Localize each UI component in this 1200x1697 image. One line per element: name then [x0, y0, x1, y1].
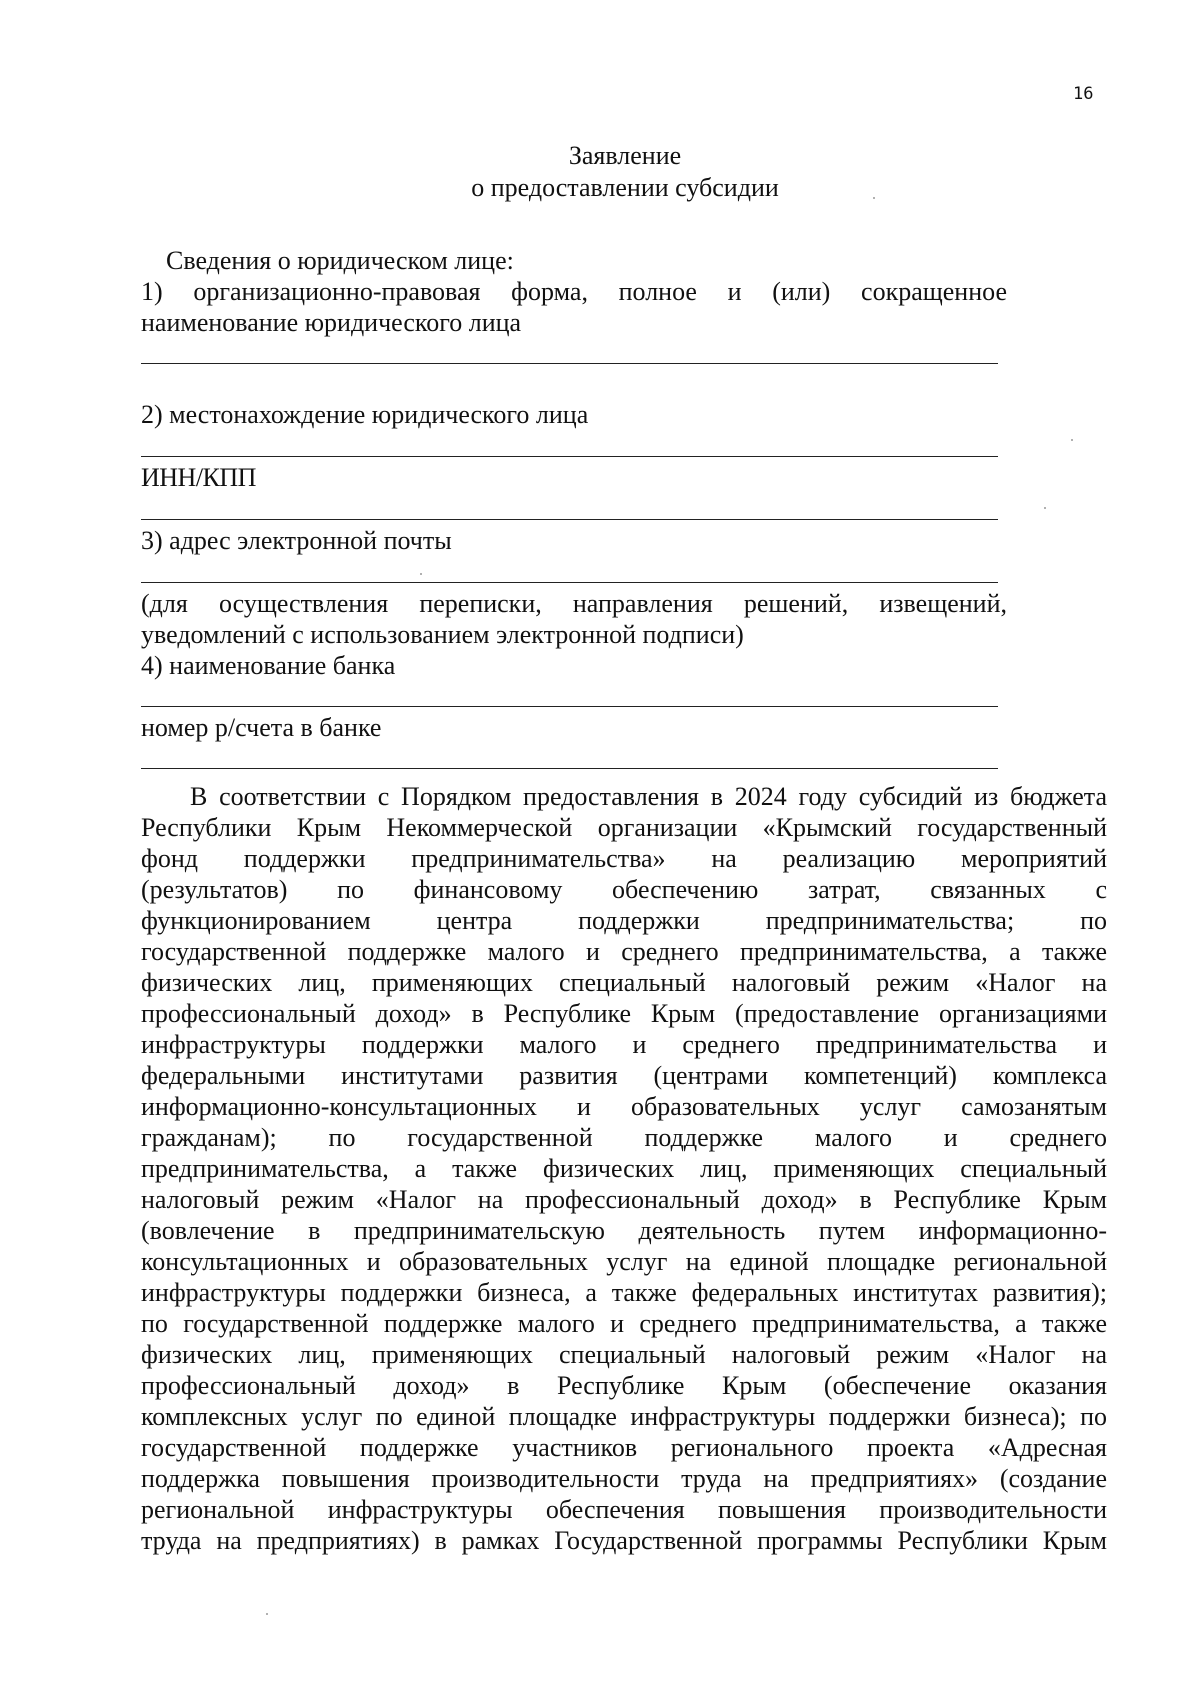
page-number: 16 [1073, 84, 1094, 104]
inn-kpp-label: ИНН/КПП [141, 463, 256, 492]
entity-name-field-line [141, 363, 998, 364]
scan-speck [1044, 507, 1046, 509]
paragraph-line: физических лиц, применяющих специальный налоговый режим «Налог на [141, 968, 1107, 997]
email-field-line [141, 582, 998, 583]
item3-note-line1: (для осуществления переписки, направления решений, извещений, [141, 589, 1007, 618]
item3-note-line2: уведомлений с использованием электронной подписи) [141, 620, 744, 649]
paragraph-line: фонд поддержки предпринимательства» на реализацию мероприятий [141, 844, 1107, 873]
paragraph-line: инфраструктуры поддержки малого и среднего предпринимательства и [141, 1030, 1107, 1059]
paragraph-line: федеральными институтами развития (центрами компетенций) комплекса [141, 1061, 1107, 1090]
paragraph-line: предпринимательства, а также физических лиц, применяющих специальный [141, 1154, 1107, 1183]
legal-entity-heading: Сведения о юридическом лице: [166, 246, 514, 275]
paragraph-line: труда на предприятиях) в рамках Государственной программы Республики Крым [141, 1526, 1107, 1555]
scan-speck [266, 1613, 268, 1615]
inn-kpp-field-line [141, 519, 998, 520]
item4-label: 4) наименование банка [141, 651, 396, 680]
paragraph-line: функционированием центра поддержки предпринимательства; по [141, 906, 1107, 935]
document-subtitle: о предоставлении субсидии [471, 173, 779, 202]
account-field-line [141, 768, 998, 769]
bank-name-field-line [141, 706, 998, 707]
location-field-line [141, 456, 998, 457]
paragraph-line: профессиональный доход» в Республике Крым (обеспечение оказания [141, 1371, 1107, 1400]
paragraph-line: физических лиц, применяющих специальный налоговый режим «Налог на [141, 1340, 1107, 1369]
scan-speck [1071, 439, 1073, 441]
paragraph-line: инфраструктуры поддержки бизнеса, а также федеральных институтах развития); [141, 1278, 1107, 1307]
paragraph-line: гражданам); по государственной поддержке малого и среднего [141, 1123, 1107, 1152]
item1-label-line2: наименование юридического лица [141, 308, 522, 337]
paragraph-line: (вовлечение в предпринимательскую деятельность путем информационно- [141, 1216, 1107, 1245]
paragraph-line: (результатов) по финансовому обеспечению затрат, связанных с [141, 875, 1107, 904]
paragraph-line: по государственной поддержке малого и среднего предпринимательства, а также [141, 1309, 1107, 1338]
paragraph-line: информационно-консультационных и образовательных услуг самозанятым [141, 1092, 1107, 1121]
item1-label-line1: 1) организационно-правовая форма, полное и (или) сокращенное [141, 277, 1007, 306]
paragraph-line: поддержка повышения производительности труда на предприятиях» (создание [141, 1464, 1107, 1493]
paragraph-line: консультационных и образовательных услуг на единой площадке региональной [141, 1247, 1107, 1276]
document-title: Заявление [568, 141, 682, 170]
item3-label: 3) адрес электронной почты [141, 526, 452, 555]
paragraph-line: Республики Крым Некоммерческой организации «Крымский государственный [141, 813, 1107, 842]
paragraph-line: профессиональный доход» в Республике Крым (предоставление организациями [141, 999, 1107, 1028]
paragraph-line: государственной поддержке малого и среднего предпринимательства, а также [141, 937, 1107, 966]
account-label: номер р/счета в банке [141, 713, 382, 742]
paragraph-line: В соответствии с Порядком предоставления в 2024 году субсидий из бюджета [190, 782, 1107, 811]
paragraph-line: комплексных услуг по единой площадке инфраструктуры поддержки бизнеса); по [141, 1402, 1107, 1431]
scan-speck [873, 197, 875, 199]
scan-speck [420, 573, 422, 575]
item2-label: 2) местонахождение юридического лица [141, 400, 589, 429]
paragraph-line: налоговый режим «Налог на профессиональный доход» в Республике Крым [141, 1185, 1107, 1214]
paragraph-line: региональной инфраструктуры обеспечения повышения производительности [141, 1495, 1107, 1524]
paragraph-line: государственной поддержке участников регионального проекта «Адресная [141, 1433, 1107, 1462]
